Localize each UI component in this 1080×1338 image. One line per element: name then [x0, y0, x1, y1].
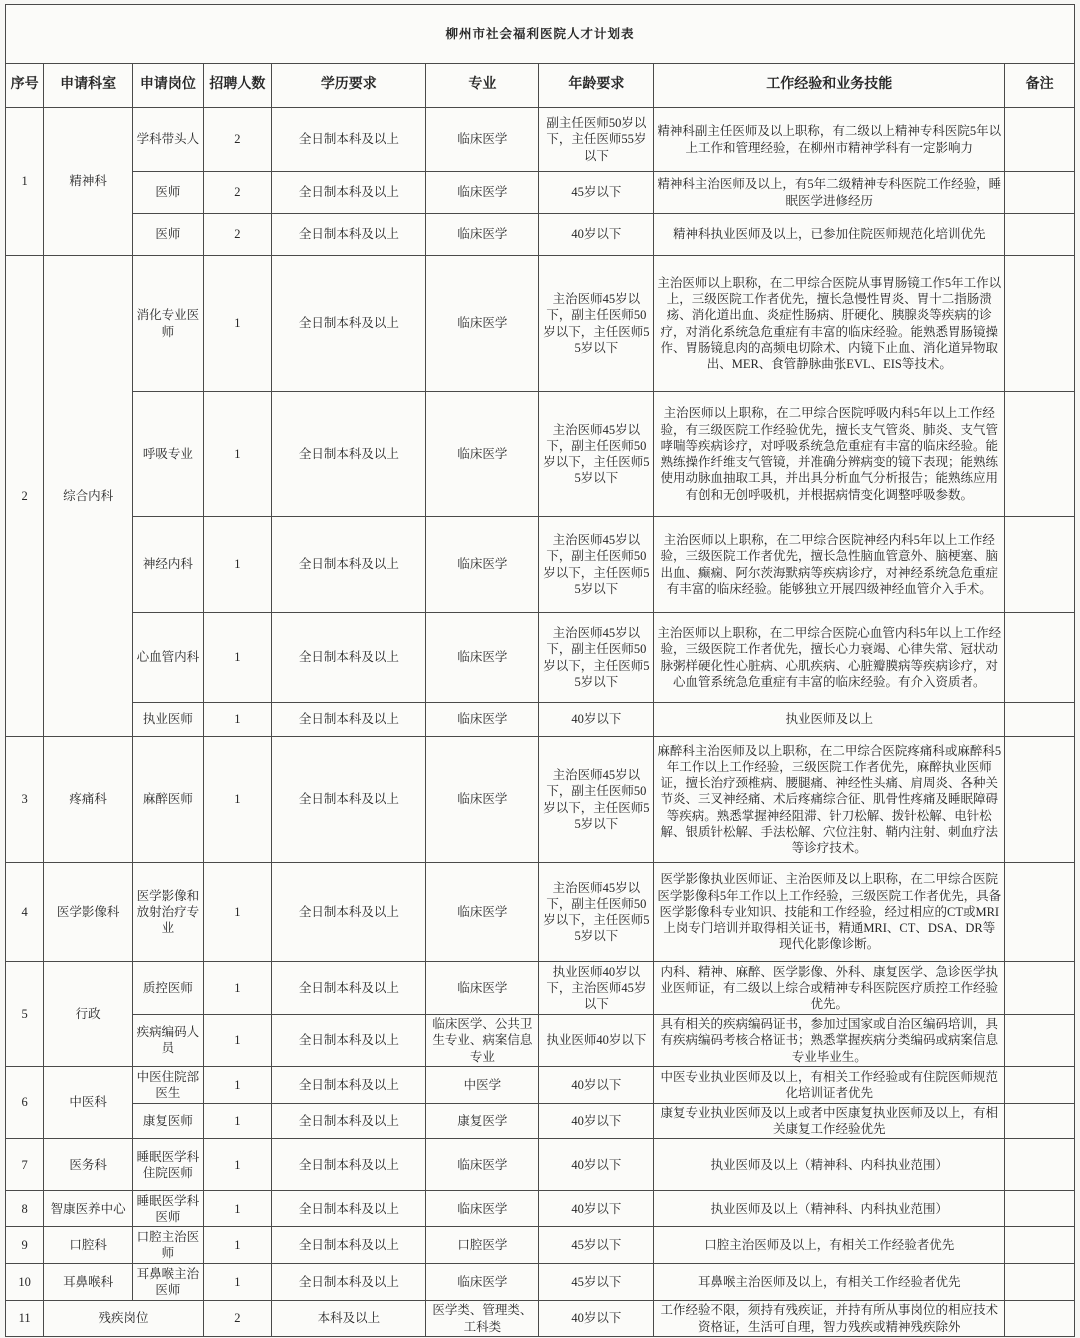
cell-major: 临床医学 — [426, 737, 539, 863]
cell-major: 临床医学 — [426, 517, 539, 613]
cell-skills: 主治医师以上职称，在二甲综合医院呼吸内科5年以上工作经验，有三级医院工作经验优先，擅长支气管炎、肺炎、支气管哮喘等疾病诊疗，对呼吸系统急危重症有丰富的临床经验。能熟练操作纤维支气管镜，并准确分辨病变的镜下表现；能熟练使用动脉血抽取工具，并出具分析血气分析报告；能熟练应用有创和无创呼吸机，并根据病情变化调整呼吸参数。 — [654, 392, 1005, 517]
cell-age: 45岁以下 — [539, 172, 654, 214]
cell-department: 疼痛科 — [44, 737, 133, 863]
header-skills: 工作经验和业务技能 — [654, 64, 1005, 108]
cell-major: 临床医学、公共卫生专业、病案信息专业 — [426, 1015, 539, 1067]
cell-department: 行政 — [44, 962, 133, 1067]
cell-age: 40岁以下 — [539, 1191, 654, 1227]
cell-skills: 康复专业执业医师及以上或者中医康复执业医师及以上，有相关康复工作经验优先 — [654, 1103, 1005, 1139]
cell-position: 心血管内科 — [133, 613, 204, 703]
cell-seq: 1 — [6, 108, 44, 256]
cell-education: 全日制本科及以上 — [272, 737, 426, 863]
cell-count: 1 — [203, 1139, 272, 1191]
cell-major: 临床医学 — [426, 863, 539, 962]
cell-remark — [1005, 214, 1075, 256]
table-row — [6, 1191, 1075, 1227]
cell-department: 中医科 — [44, 1066, 133, 1139]
cell-count: 1 — [203, 517, 272, 613]
header-row — [6, 64, 1075, 108]
cell-position: 康复医师 — [133, 1103, 204, 1139]
header-count: 招聘人数 — [203, 64, 272, 108]
cell-position: 消化专业医师 — [133, 256, 204, 392]
cell-skills: 具有相关的疾病编码证书，参加过国家或自治区编码培训，具有疾病编码考核合格证书；熟悉掌握疾病分类编码或病案信息专业毕业生。 — [654, 1015, 1005, 1067]
cell-major: 临床医学 — [426, 962, 539, 1015]
cell-skills: 内科、精神、麻醉、医学影像、外科、康复医学、急诊医学执业医师证，有二级以上综合或精神专科医院医疗质控工作经验优先。 — [654, 962, 1005, 1015]
cell-department: 耳鼻喉科 — [44, 1264, 133, 1301]
cell-age: 40岁以下 — [539, 703, 654, 737]
header-position: 申请岗位 — [133, 64, 204, 108]
cell-count: 1 — [203, 1103, 272, 1139]
cell-education: 全日制本科及以上 — [272, 108, 426, 172]
table-head — [6, 5, 1075, 108]
cell-position: 医师 — [133, 214, 204, 256]
cell-major: 临床医学 — [426, 256, 539, 392]
title-row — [6, 5, 1075, 64]
cell-count: 1 — [203, 1264, 272, 1301]
cell-age: 40岁以下 — [539, 1103, 654, 1139]
cell-education: 全日制本科及以上 — [272, 517, 426, 613]
cell-remark — [1005, 737, 1075, 863]
cell-major: 口腔医学 — [426, 1227, 539, 1264]
cell-age: 副主任医师50岁以下，主任医师55岁以下 — [539, 108, 654, 172]
cell-remark — [1005, 1264, 1075, 1301]
cell-seq: 5 — [6, 962, 44, 1067]
cell-department: 医学影像科 — [44, 863, 133, 962]
header-age: 年龄要求 — [539, 64, 654, 108]
cell-age: 主治医师45岁以下，副主任医师50岁以下，主任医师55岁以下 — [539, 256, 654, 392]
table-row — [6, 172, 1075, 214]
cell-education: 本科及以上 — [272, 1301, 426, 1337]
cell-count: 1 — [203, 863, 272, 962]
cell-count: 2 — [203, 108, 272, 172]
cell-age: 主治医师45岁以下，副主任医师50岁以下，主任医师55岁以下 — [539, 863, 654, 962]
cell-seq: 3 — [6, 737, 44, 863]
cell-position: 神经内科 — [133, 517, 204, 613]
cell-major: 临床医学 — [426, 1264, 539, 1301]
cell-seq: 4 — [6, 863, 44, 962]
cell-position: 质控医师 — [133, 962, 204, 1015]
cell-department: 智康医养中心 — [44, 1191, 133, 1227]
cell-education: 全日制本科及以上 — [272, 1015, 426, 1067]
cell-count: 2 — [203, 214, 272, 256]
cell-count: 1 — [203, 1015, 272, 1067]
cell-age: 执业医师40岁以下 — [539, 1015, 654, 1067]
cell-remark — [1005, 863, 1075, 962]
cell-remark — [1005, 256, 1075, 392]
cell-skills: 口腔主治医师及以上，有相关工作经验者优先 — [654, 1227, 1005, 1264]
cell-major: 中医学 — [426, 1066, 539, 1103]
cell-remark — [1005, 613, 1075, 703]
cell-education: 全日制本科及以上 — [272, 613, 426, 703]
header-education: 学历要求 — [272, 64, 426, 108]
header-seq: 序号 — [6, 64, 44, 108]
cell-education: 全日制本科及以上 — [272, 172, 426, 214]
cell-skills: 工作经验不限，须持有残疾证，并持有所从事岗位的相应技术资格证，生活可自理，智力残疾或精神残疾除外 — [654, 1301, 1005, 1337]
cell-major: 临床医学 — [426, 392, 539, 517]
cell-count: 1 — [203, 703, 272, 737]
cell-position: 麻醉医师 — [133, 737, 204, 863]
cell-age: 45岁以下 — [539, 1264, 654, 1301]
cell-position: 睡眠医学科医师 — [133, 1191, 204, 1227]
cell-age: 主治医师45岁以下，副主任医师50岁以下，主任医师55岁以下 — [539, 737, 654, 863]
table-row — [6, 1301, 1075, 1337]
cell-skills: 精神科副主任医师及以上职称，有二级以上精神专科医院5年以上工作和管理经验，在柳州市精神学科有一定影响力 — [654, 108, 1005, 172]
cell-remark — [1005, 962, 1075, 1015]
cell-education: 全日制本科及以上 — [272, 1139, 426, 1191]
cell-seq: 6 — [6, 1066, 44, 1139]
cell-remark — [1005, 1015, 1075, 1067]
cell-skills: 精神科执业医师及以上，已参加住院医师规范化培训优先 — [654, 214, 1005, 256]
cell-education: 全日制本科及以上 — [272, 1066, 426, 1103]
cell-count: 1 — [203, 1227, 272, 1264]
cell-position: 耳鼻喉主治医师 — [133, 1264, 204, 1301]
table-row — [6, 392, 1075, 517]
cell-major: 临床医学 — [426, 1139, 539, 1191]
cell-major: 医学类、管理类、工科类 — [426, 1301, 539, 1337]
table-row — [6, 256, 1075, 392]
cell-skills: 执业医师及以上（精神科、内科执业范围） — [654, 1139, 1005, 1191]
cell-remark — [1005, 1103, 1075, 1139]
cell-skills: 执业医师及以上（精神科、内科执业范围） — [654, 1191, 1005, 1227]
cell-major: 临床医学 — [426, 613, 539, 703]
cell-education: 全日制本科及以上 — [272, 392, 426, 517]
cell-skills: 主治医师以上职称，在二甲综合医院神经内科5年以上工作经验，三级医院工作者优先，擅长急性脑血管意外、脑梗塞、脑出血、癫痫、阿尔茨海默病等疾病诊疗，对神经系统急危重症有丰富的临床经验。能够独立开展四级神经血管介入手术。 — [654, 517, 1005, 613]
cell-remark — [1005, 392, 1075, 517]
cell-remark — [1005, 703, 1075, 737]
cell-age: 45岁以下 — [539, 1227, 654, 1264]
cell-count: 1 — [203, 737, 272, 863]
cell-major: 临床医学 — [426, 214, 539, 256]
cell-major: 临床医学 — [426, 172, 539, 214]
table-row — [6, 1103, 1075, 1139]
cell-skills: 执业医师及以上 — [654, 703, 1005, 737]
cell-remark — [1005, 1191, 1075, 1227]
cell-education: 全日制本科及以上 — [272, 1264, 426, 1301]
cell-age: 40岁以下 — [539, 214, 654, 256]
cell-department: 口腔科 — [44, 1227, 133, 1264]
cell-position: 睡眠医学科住院医师 — [133, 1139, 204, 1191]
cell-remark — [1005, 172, 1075, 214]
table-row — [6, 108, 1075, 172]
plan-table-body — [6, 108, 1075, 1337]
cell-age: 执业医师40岁以下，主治医师45岁以下 — [539, 962, 654, 1015]
cell-count: 1 — [203, 962, 272, 1015]
table-row — [6, 1227, 1075, 1264]
cell-education: 全日制本科及以上 — [272, 962, 426, 1015]
cell-education: 全日制本科及以上 — [272, 863, 426, 962]
header-remark: 备注 — [1005, 64, 1075, 108]
cell-position: 口腔主治医师 — [133, 1227, 204, 1264]
cell-remark — [1005, 1227, 1075, 1264]
cell-seq: 8 — [6, 1191, 44, 1227]
cell-skills: 医学影像执业医师证、主治医师及以上职称，在二甲综合医院医学影像科5年工作以上工作经验，三级医院工作者优先，具备医学影像科专业知识、技能和工作经验，经过相应的CT或MRI上岗专门培训并取得相关证书，精通MRI、CT、DSA、DR等现代化影像诊断。 — [654, 863, 1005, 962]
table-row — [6, 1066, 1075, 1103]
cell-count: 1 — [203, 1066, 272, 1103]
cell-count: 1 — [203, 1191, 272, 1227]
cell-skills: 精神科主治医师及以上，有5年二级精神专科医院工作经验，睡眠医学进修经历 — [654, 172, 1005, 214]
cell-seq: 2 — [6, 256, 44, 737]
cell-count: 2 — [203, 1301, 272, 1337]
table-row — [6, 1264, 1075, 1301]
cell-position: 执业医师 — [133, 703, 204, 737]
cell-position: 中医住院部医生 — [133, 1066, 204, 1103]
cell-age: 主治医师45岁以下，副主任医师50岁以下，主任医师55岁以下 — [539, 517, 654, 613]
cell-seq: 7 — [6, 1139, 44, 1191]
cell-remark — [1005, 108, 1075, 172]
table-row — [6, 1139, 1075, 1191]
cell-education: 全日制本科及以上 — [272, 256, 426, 392]
cell-remark — [1005, 1301, 1075, 1337]
cell-department: 精神科 — [44, 108, 133, 256]
table-row — [6, 863, 1075, 962]
cell-major: 临床医学 — [426, 1191, 539, 1227]
cell-skills: 主治医师以上职称，在二甲综合医院心血管内科5年以上工作经验，三级医院工作者优先，擅长心力衰竭、心律失常、冠状动脉粥样硬化性心脏病、心肌疾病、心脏瓣膜病等疾病诊疗，对心血管系统急危重症有丰富的临床经验。有介入资质者。 — [654, 613, 1005, 703]
cell-education: 全日制本科及以上 — [272, 1227, 426, 1264]
header-department: 申请科室 — [44, 64, 133, 108]
cell-education: 全日制本科及以上 — [272, 1191, 426, 1227]
table-row — [6, 1015, 1075, 1067]
cell-remark — [1005, 1139, 1075, 1191]
cell-education: 全日制本科及以上 — [272, 1103, 426, 1139]
cell-age: 40岁以下 — [539, 1139, 654, 1191]
table-row — [6, 517, 1075, 613]
table-row — [6, 737, 1075, 863]
cell-count: 2 — [203, 172, 272, 214]
cell-position: 医学影像和放射治疗专业 — [133, 863, 204, 962]
cell-department: 医务科 — [44, 1139, 133, 1191]
cell-age: 40岁以下 — [539, 1301, 654, 1337]
cell-department: 综合内科 — [44, 256, 133, 737]
cell-major: 康复医学 — [426, 1103, 539, 1139]
cell-remark — [1005, 1066, 1075, 1103]
header-major: 专业 — [426, 64, 539, 108]
cell-education: 全日制本科及以上 — [272, 214, 426, 256]
cell-skills: 主治医师以上职称，在二甲综合医院从事胃肠镜工作5年工作以上，三级医院工作者优先，擅长急慢性胃炎、胃十二指肠溃疡、消化道出血、炎症性肠病、肝硬化、胰腺炎等疾病的诊疗，对消化系统急危重症有丰富的临床经验。能熟悉胃肠镜操作、胃肠镜息肉的高频电切除术、内镜下止血、消化道异物取出、MER、食管静脉曲张EVL、EIS等技术。 — [654, 256, 1005, 392]
cell-count: 1 — [203, 613, 272, 703]
cell-age: 主治医师45岁以下，副主任医师50岁以下，主任医师55岁以下 — [539, 392, 654, 517]
cell-remark — [1005, 517, 1075, 613]
cell-seq: 10 — [6, 1264, 44, 1301]
table-row — [6, 613, 1075, 703]
cell-position: 疾病编码人员 — [133, 1015, 204, 1067]
table-row — [6, 703, 1075, 737]
cell-seq: 11 — [6, 1301, 44, 1337]
cell-count: 1 — [203, 392, 272, 517]
cell-skills: 中医专业执业医师及以上，有相关工作经验或有住院医师规范化培训证者优先 — [654, 1066, 1005, 1103]
page-title: 柳州市社会福利医院人才计划表 — [6, 5, 1075, 64]
cell-major: 临床医学 — [426, 108, 539, 172]
cell-position: 医师 — [133, 172, 204, 214]
cell-age: 40岁以下 — [539, 1066, 654, 1103]
cell-education: 全日制本科及以上 — [272, 703, 426, 737]
cell-count: 1 — [203, 256, 272, 392]
table-row — [6, 962, 1075, 1015]
cell-department: 残疾岗位 — [44, 1301, 203, 1337]
cell-position: 学科带头人 — [133, 108, 204, 172]
recruitment-table — [5, 4, 1075, 1337]
cell-age: 主治医师45岁以下，副主任医师50岁以下，主任医师55岁以下 — [539, 613, 654, 703]
cell-major: 临床医学 — [426, 703, 539, 737]
cell-seq: 9 — [6, 1227, 44, 1264]
cell-skills: 耳鼻喉主治医师及以上，有相关工作经验者优先 — [654, 1264, 1005, 1301]
cell-position: 呼吸专业 — [133, 392, 204, 517]
table-row — [6, 214, 1075, 256]
cell-skills: 麻醉科主治医师及以上职称，在二甲综合医院疼痛科或麻醉科5年工作以上工作经验，三级医院工作者优先，麻醉执业医师证，擅长治疗颈椎病、腰腿痛、神经性头痛、肩周炎、各种关节炎、三叉神经痛、术后疼痛综合征、肌骨性疼痛及睡眠障碍等疾病。熟悉掌握神经阻滞、针刀松解、拨针松解、电针松解、银质针松解、手法松解、穴位注射、鞘内注射、刺血疗法等诊疗技术。 — [654, 737, 1005, 863]
